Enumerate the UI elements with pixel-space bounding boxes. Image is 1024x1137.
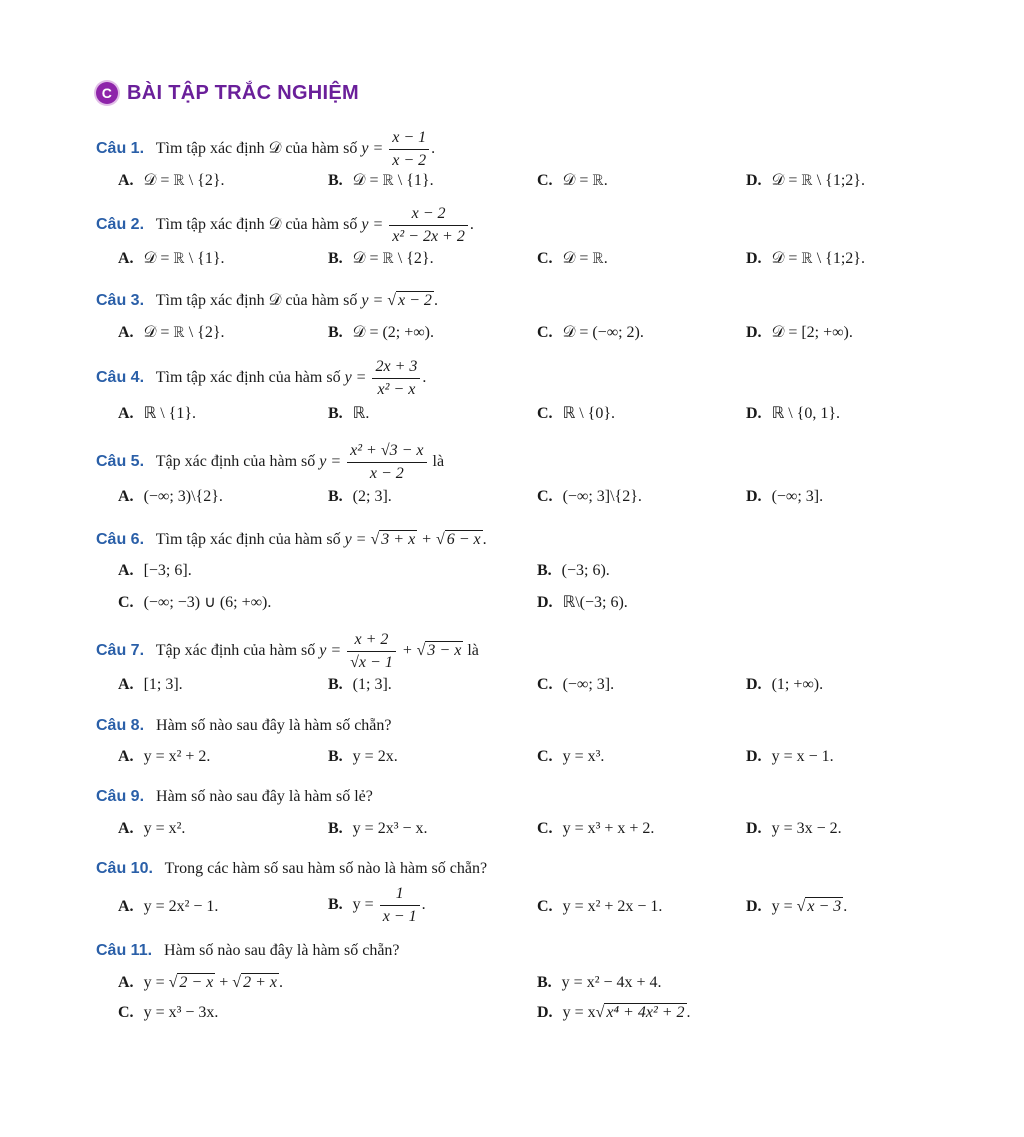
option-b[interactable]	[537, 974, 662, 992]
radicand: 3 − x	[427, 642, 462, 660]
option-text: ℝ\(−3; 6).	[562, 594, 628, 611]
question-2	[96, 204, 474, 247]
option-letter: B.	[328, 172, 343, 189]
radicand: x − 2	[398, 292, 432, 309]
option-text: y = x² + 2x − 1.	[562, 898, 663, 915]
option-text: [−3; 6].	[143, 562, 192, 579]
option-text: 𝒟 = ℝ \ {2}.	[352, 250, 434, 267]
fraction-denominator: x − 2	[369, 465, 404, 482]
option-letter: A.	[118, 676, 134, 693]
fraction	[380, 884, 420, 927]
option-text: ℝ \ {0}.	[562, 405, 616, 422]
option-letter: D.	[537, 594, 553, 611]
option-b[interactable]	[537, 562, 610, 580]
question-label: Câu 5.	[96, 453, 145, 471]
option-letter: D.	[537, 1004, 553, 1021]
option-text: 𝒟 = ℝ \ {1;2}.	[771, 250, 865, 267]
option-letter: B.	[537, 562, 552, 579]
option-d[interactable]	[746, 324, 853, 342]
option-text: y = x³ − 3x.	[143, 1004, 219, 1021]
option-text: (1; +∞).	[771, 676, 824, 693]
option-letter: D.	[746, 405, 762, 422]
radicand: 6 − x	[446, 531, 481, 548]
option-letter: D.	[746, 172, 762, 189]
option-d[interactable]	[746, 676, 823, 694]
option-letter: B.	[328, 324, 343, 341]
question-label: Câu 3.	[96, 292, 145, 309]
formula-lhs: y = √	[143, 974, 178, 991]
question-8	[96, 717, 392, 735]
option-letter: B.	[328, 820, 343, 837]
option-letter: B.	[328, 405, 343, 422]
formula-plus-sqrt: + √	[421, 531, 445, 548]
question-9	[96, 788, 373, 806]
fraction-denominator: x² − x	[377, 381, 416, 398]
option-text: (−∞; 3)\{2}.	[143, 488, 223, 505]
formula-tail: .	[469, 216, 474, 234]
question-stem: Tìm tập xác định của hàm số	[155, 531, 341, 548]
option-a[interactable]	[118, 676, 183, 694]
option-text: y = 3x − 2.	[771, 820, 842, 837]
option-letter: A.	[118, 488, 134, 505]
radicand: 2 − x	[179, 974, 214, 991]
section-title-text: BÀI TẬP TRẮC NGHIỆM	[127, 81, 359, 104]
option-letter: C.	[537, 405, 553, 422]
option-d[interactable]	[746, 488, 823, 506]
option-text: (−3; 6).	[561, 562, 610, 579]
option-text: (1; 3].	[352, 676, 392, 693]
option-text: y = 2x³ − x.	[352, 820, 428, 837]
option-text: 𝒟 = [2; +∞).	[771, 324, 853, 341]
formula-tail: .	[843, 898, 848, 915]
radicand: x⁴ + 4x² + 2	[606, 1004, 685, 1021]
question-3	[96, 292, 438, 310]
option-letter: D.	[746, 488, 762, 505]
option-letter: B.	[328, 676, 343, 693]
question-stem: Tập xác định của hàm số	[155, 453, 316, 471]
option-text: y = x² + 2.	[143, 748, 211, 765]
option-letter: A.	[118, 562, 134, 579]
option-a[interactable]	[118, 898, 218, 916]
option-text: (−∞; 3].	[562, 676, 615, 693]
fraction	[389, 204, 468, 247]
question-label: Câu 1.	[96, 140, 145, 158]
option-d[interactable]	[537, 592, 628, 612]
option-letter: C.	[537, 820, 553, 837]
option-a[interactable]	[118, 562, 192, 580]
option-c[interactable]	[537, 250, 608, 268]
question-stem: Tìm tập xác định của hàm số	[155, 369, 341, 387]
option-letter: B.	[328, 250, 343, 267]
option-letter: D.	[746, 820, 762, 837]
formula-lhs: y =	[344, 369, 367, 387]
option-letter: A.	[118, 405, 134, 422]
option-c[interactable]	[537, 172, 608, 190]
question-label: Câu 11.	[96, 942, 153, 959]
option-text: (2; 3].	[352, 488, 392, 505]
formula-lhs: y =	[352, 896, 374, 914]
formula-tail: .	[686, 1004, 691, 1021]
fraction-numerator: x − 2	[389, 204, 468, 226]
option-letter: D.	[746, 748, 762, 765]
fraction	[389, 128, 429, 171]
option-a[interactable]	[118, 974, 283, 992]
question-4	[96, 357, 426, 400]
question-stem: Tìm tập xác định 𝒟 của hàm số	[155, 216, 358, 234]
option-letter: B.	[328, 896, 343, 914]
option-b[interactable]	[328, 676, 392, 694]
option-c[interactable]	[118, 592, 271, 612]
option-a[interactable]	[118, 488, 223, 506]
option-text: y = 2x.	[352, 748, 398, 765]
option-c[interactable]	[537, 488, 642, 506]
option-letter: C.	[118, 594, 134, 611]
option-letter: C.	[537, 250, 553, 267]
option-d[interactable]	[746, 748, 834, 766]
question-1	[96, 128, 435, 171]
option-c[interactable]	[537, 898, 662, 916]
option-text: (−∞; −3) ∪ (6; +∞).	[143, 594, 272, 611]
option-text: (−∞; 3]\{2}.	[562, 488, 642, 505]
option-a[interactable]	[118, 324, 225, 342]
option-c[interactable]	[537, 820, 654, 838]
question-5	[96, 441, 444, 484]
option-d[interactable]	[746, 250, 865, 268]
question-label: Câu 8.	[96, 717, 145, 734]
formula-lhs: y =	[361, 216, 384, 234]
option-text: 𝒟 = (2; +∞).	[352, 324, 434, 341]
fraction-numerator: x + 2	[347, 630, 396, 652]
option-text: 𝒟 = ℝ \ {1;2}.	[771, 172, 865, 189]
question-11	[96, 942, 400, 960]
option-letter: D.	[746, 676, 762, 693]
question-stem: Hàm số nào sau đây là hàm số lẻ?	[156, 788, 373, 805]
question-label: Câu 2.	[96, 216, 145, 234]
option-d[interactable]	[537, 1004, 691, 1022]
option-text: ℝ \ {1}.	[143, 405, 197, 422]
fraction-numerator: x² + √3 − x	[347, 441, 426, 463]
option-c[interactable]	[537, 324, 644, 342]
formula-tail: là	[432, 453, 445, 471]
formula-tail: .	[279, 974, 283, 991]
option-c[interactable]	[118, 1004, 218, 1022]
question-stem: Hàm số nào sau đây là hàm số chẵn?	[164, 942, 400, 959]
option-text: y = x².	[143, 820, 186, 837]
question-stem: Tìm tập xác định 𝒟 của hàm số	[155, 140, 358, 158]
option-b[interactable]	[328, 172, 434, 190]
formula-plus-sqrt: + √	[401, 642, 426, 660]
option-letter: A.	[118, 820, 134, 837]
radicand: 3 + x	[381, 531, 416, 548]
option-letter: D.	[746, 250, 762, 267]
option-letter: B.	[328, 488, 343, 505]
option-letter: A.	[118, 748, 134, 765]
option-c[interactable]	[537, 748, 604, 766]
fraction-numerator: x − 1	[389, 128, 429, 150]
formula-tail: .	[421, 896, 426, 914]
option-b[interactable]	[328, 748, 398, 766]
option-text: (−∞; 3].	[771, 488, 824, 505]
option-a[interactable]	[118, 403, 196, 423]
option-text: 𝒟 = ℝ.	[562, 250, 608, 267]
option-b[interactable]	[328, 403, 369, 423]
option-letter: C.	[537, 676, 553, 693]
option-letter: A.	[118, 250, 134, 267]
option-b[interactable]	[328, 488, 392, 506]
option-b[interactable]	[328, 884, 426, 927]
question-stem: Tìm tập xác định 𝒟 của hàm số	[155, 292, 358, 309]
option-letter: A.	[118, 974, 134, 991]
formula-lhs: y = √	[771, 898, 806, 915]
fraction	[347, 441, 426, 484]
option-a[interactable]	[118, 748, 210, 766]
question-stem: Trong các hàm số sau hàm số nào là hàm số chẵn?	[164, 860, 488, 877]
option-text: 𝒟 = ℝ.	[562, 172, 608, 189]
option-letter: B.	[537, 974, 552, 991]
option-d[interactable]	[746, 898, 847, 916]
formula-tail: .	[422, 369, 427, 387]
option-b[interactable]	[328, 820, 428, 838]
option-letter: C.	[537, 324, 553, 341]
radicand: x − 3	[807, 898, 842, 915]
option-text: ℝ.	[352, 405, 370, 422]
option-text: y = x² − 4x + 4.	[561, 974, 662, 991]
option-text: y = 2x² − 1.	[143, 898, 219, 915]
option-d[interactable]	[746, 820, 842, 838]
option-text: ℝ \ {0, 1}.	[771, 405, 841, 422]
option-letter: D.	[746, 324, 762, 341]
fraction-denominator: x² − 2x + 2	[392, 228, 465, 245]
formula-lhs: y = √	[361, 292, 397, 309]
formula-lhs: y =	[319, 642, 342, 660]
formula-tail: .	[482, 531, 487, 548]
option-text: y = x³ + x + 2.	[562, 820, 655, 837]
section-title	[96, 80, 359, 106]
section-badge-icon: C	[96, 82, 118, 104]
option-a[interactable]	[118, 250, 225, 268]
option-text: [1; 3].	[143, 676, 183, 693]
option-letter: A.	[118, 324, 134, 341]
option-letter: A.	[118, 172, 134, 189]
option-text: 𝒟 = (−∞; 2).	[562, 324, 644, 341]
fraction-numerator: 2x + 3	[372, 357, 420, 379]
option-text: 𝒟 = ℝ \ {2}.	[143, 172, 225, 189]
option-letter: A.	[118, 898, 134, 915]
formula-tail: .	[433, 292, 438, 309]
option-text: y = x³.	[562, 748, 605, 765]
question-label: Câu 10.	[96, 860, 153, 877]
option-letter: B.	[328, 748, 343, 765]
option-text: 𝒟 = ℝ \ {1}.	[143, 250, 225, 267]
option-text: 𝒟 = ℝ \ {1}.	[352, 172, 434, 189]
option-letter: C.	[537, 488, 553, 505]
option-c[interactable]	[537, 403, 615, 423]
question-6	[96, 531, 487, 549]
question-label: Câu 7.	[96, 642, 145, 660]
formula-tail: .	[431, 140, 436, 158]
radicand: 2 + x	[243, 974, 277, 991]
option-letter: C.	[118, 1004, 134, 1021]
formula-lhs: y =	[319, 453, 342, 471]
formula-lhs: y = x√	[562, 1004, 605, 1021]
fraction-denominator: x − 2	[392, 152, 427, 169]
formula-lhs: y =	[361, 140, 384, 158]
option-b[interactable]	[328, 250, 434, 268]
fraction-numerator: 1	[380, 884, 420, 906]
question-label: Câu 9.	[96, 788, 145, 805]
option-a[interactable]	[118, 820, 185, 838]
question-stem: Tập xác định của hàm số	[155, 642, 316, 660]
option-text: 𝒟 = ℝ \ {2}.	[143, 324, 225, 341]
fraction	[372, 357, 420, 400]
option-c[interactable]	[537, 676, 614, 694]
fraction	[347, 630, 396, 673]
question-label: Câu 6.	[96, 531, 145, 548]
option-letter: C.	[537, 748, 553, 765]
option-letter: C.	[537, 172, 553, 189]
question-stem: Hàm số nào sau đây là hàm số chẵn?	[156, 717, 392, 734]
question-7	[96, 630, 479, 673]
fraction-denominator: x − 1	[382, 908, 417, 925]
question-label: Câu 4.	[96, 369, 145, 387]
option-b[interactable]	[328, 324, 434, 342]
question-10	[96, 860, 487, 878]
option-d[interactable]	[746, 172, 865, 190]
formula-tail: là	[467, 642, 479, 660]
option-text: y = x − 1.	[771, 748, 834, 765]
fraction-denominator: √x − 1	[350, 654, 393, 671]
option-letter: D.	[746, 898, 762, 915]
option-a[interactable]	[118, 172, 225, 190]
option-d[interactable]	[746, 403, 840, 423]
formula-plus-sqrt: + √	[219, 974, 242, 991]
formula-lhs: y = √	[344, 531, 380, 548]
option-letter: C.	[537, 898, 553, 915]
